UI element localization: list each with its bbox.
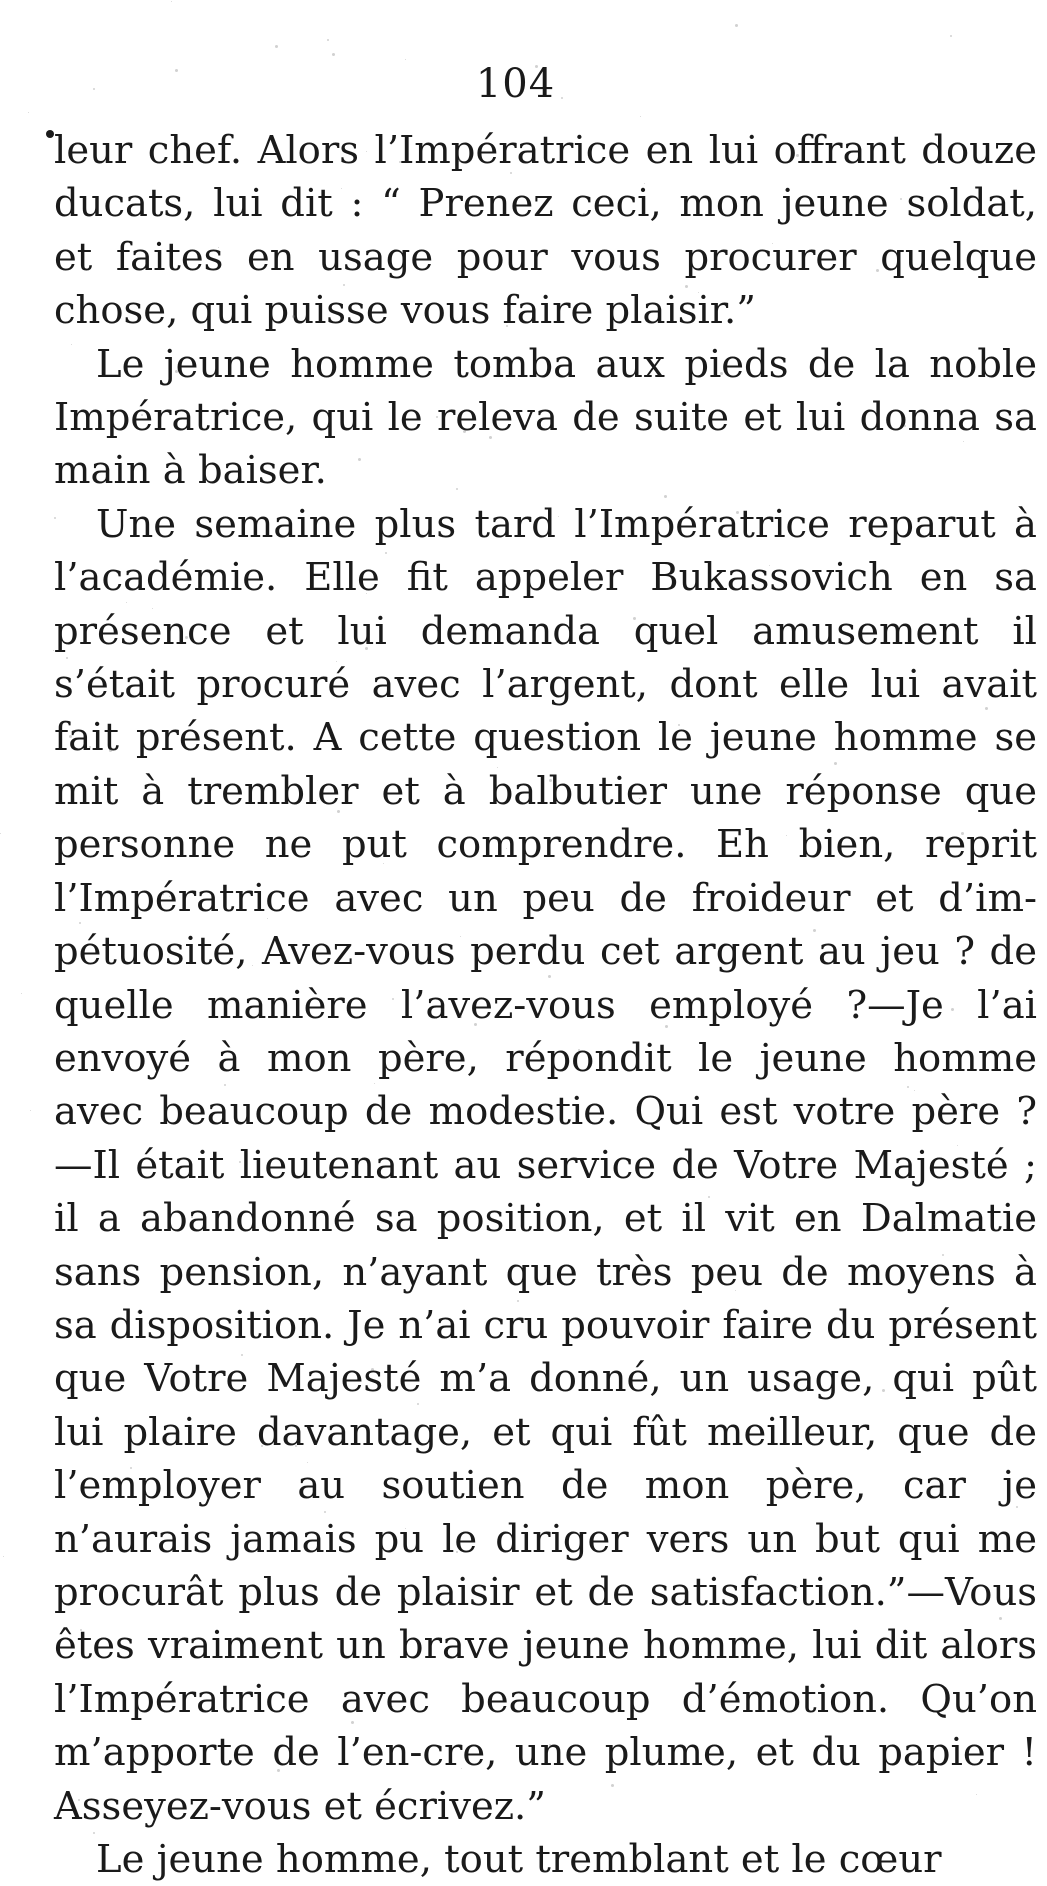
scan-speckle [942, 1254, 944, 1256]
scan-speckle [169, 896, 170, 897]
scan-speckle [934, 1224, 935, 1225]
scan-speckle [558, 516, 559, 517]
scan-speckle [71, 344, 72, 345]
scan-speckle [735, 24, 738, 27]
scan-speckle [162, 893, 164, 895]
scan-speckle [218, 247, 219, 248]
scan-speckle [834, 762, 837, 765]
scan-speckle [365, 647, 368, 650]
scan-speckle [392, 1706, 393, 1707]
scan-speckle [417, 1403, 419, 1405]
scan-speckle [665, 1025, 668, 1028]
scan-speckle [80, 1629, 82, 1631]
scan-speckle [644, 183, 645, 184]
scan-speckle [660, 1534, 663, 1537]
scan-speckle [458, 159, 461, 162]
scan-speckle [698, 292, 699, 293]
scan-speckle [79, 922, 81, 924]
scan-speckle [405, 59, 406, 60]
scan-speckle [224, 1084, 226, 1086]
scan-speckle [735, 1290, 736, 1291]
scan-speckle [664, 495, 667, 498]
scan-speckle [736, 511, 739, 514]
scan-speckle [28, 112, 29, 113]
scan-speckle [78, 1799, 80, 1801]
scan-speckle [69, 735, 72, 738]
scan-speckle [175, 69, 178, 72]
scan-speckle [307, 1462, 308, 1463]
scan-speckle [769, 565, 770, 566]
scan-speckle [882, 1389, 885, 1392]
scan-speckle [383, 863, 384, 864]
scan-speckle [191, 1216, 193, 1218]
scan-speckle [757, 1574, 758, 1575]
scan-speckle [374, 1083, 375, 1084]
scan-speckle [137, 1311, 139, 1313]
scan-speckle [772, 243, 773, 244]
scan-speckle [336, 661, 337, 662]
scan-speckle [292, 315, 295, 318]
scan-speckle [409, 1268, 410, 1269]
scan-speckle [399, 161, 401, 163]
scan-speckle [951, 1008, 954, 1011]
scan-speckle [341, 188, 342, 189]
scan-speckle [89, 746, 91, 748]
scan-speckle [332, 53, 335, 56]
scan-speckle [358, 458, 361, 461]
scan-speckle [0, 833, 1, 834]
scan-speckle [54, 517, 56, 519]
scan-speckle [317, 800, 318, 801]
scan-speckle [578, 1049, 580, 1051]
scan-speckle [985, 707, 988, 710]
scan-speckle [517, 1300, 519, 1302]
scan-speckle [239, 1161, 241, 1163]
scan-speckle [813, 929, 816, 932]
scan-speckle [489, 436, 492, 439]
scan-speckle [53, 650, 54, 651]
scan-speckle [720, 372, 723, 375]
scan-speckle [337, 810, 340, 813]
scan-speckle [141, 414, 143, 416]
scan-speckle [261, 1445, 263, 1447]
scan-speckle [343, 284, 345, 286]
scan-speckle [786, 835, 787, 836]
scan-speckle [497, 767, 498, 768]
scan-speckle [93, 88, 95, 90]
scan-speckle [548, 975, 551, 978]
scan-speckle [963, 1591, 966, 1594]
scan-speckle [510, 172, 512, 174]
scan-speckle [639, 798, 640, 799]
scan-speckle [456, 488, 458, 490]
scan-speckle [175, 370, 178, 373]
scan-speckle [817, 793, 818, 794]
scan-speckle [21, 993, 22, 994]
scan-speckle [327, 39, 329, 41]
scan-speckle [549, 779, 552, 782]
paragraph-2: Le jeune homme tomba aux pieds de la noble Impératrice, qui le releva de suite et lui donna sa main à baiser. [54, 341, 1037, 494]
scan-speckle [999, 1617, 1002, 1620]
scan-speckle [295, 1445, 297, 1447]
scan-speckle [463, 430, 466, 433]
scan-speckle [678, 724, 680, 726]
scan-speckle [3, 1556, 4, 1557]
scan-speckle [549, 1744, 551, 1746]
page-number: 104 [475, 61, 556, 107]
scan-speckle [708, 1196, 710, 1198]
scan-speckle [976, 1794, 977, 1795]
scan-speckle [436, 416, 438, 418]
scan-speckle [611, 1784, 614, 1787]
scan-speckle [535, 65, 538, 68]
scan-speckle [623, 731, 626, 734]
scan-speckle [107, 838, 110, 841]
scan-speckle [267, 918, 268, 919]
scan-speckle [561, 97, 563, 99]
scan-speckle [904, 425, 906, 427]
scan-speckle [275, 45, 278, 48]
scan-speckle [405, 1528, 406, 1529]
scan-speckle [456, 1551, 458, 1553]
scan-speckle [385, 552, 387, 554]
scan-speckle [130, 1467, 132, 1469]
scan-speckle [461, 1768, 462, 1769]
scan-speckle [929, 1051, 931, 1053]
scan-speckle [241, 1354, 243, 1356]
scan-speckle [252, 965, 253, 966]
scan-speckle [957, 1145, 958, 1146]
scan-speckle [366, 593, 367, 594]
scan-speckle [876, 269, 879, 272]
scan-speckle [474, 1023, 477, 1026]
scan-speckle [619, 265, 622, 268]
scan-speckle [640, 116, 641, 117]
paragraph-3: Une semaine plus tard l’Impératrice reparut à l’académie. Elle fit appeler Bukassovich en sa présence et lui demanda quel amusement il s’était procuré avec l’argent, dont elle lui avait fait présent. A cette question le jeune homme se mit à trembler et à balbutier une réponse que personne ne put comprendre. Eh bien, reprit l’Impératrice avec un peu de froideur et d’im-pétuosité, Avez-vous perdu cet argent au jeu ? de quelle manière l’avez-vous employé ?—Je l’ai envoyé à mon père, répondit le jeune homme avec beaucoup de modestie. Qui est votre père ?—Il était lieutenant au service de Votre Majesté ; il a abandonné sa position, et il vit en Dalmatie sans pension, n’ayant que très peu de moyens à sa disposition. Je n’ai cru pouvoir faire du présent que Votre Majesté m’a donné, un usage, qui pût lui plaire davantage, et qui fût meilleur, que de l’employer au soutien de mon père, car je n’aurais jamais pu le diriger vers un but qui me procurât plus de plaisir et de satisfaction.”—Vous êtes vraiment un brave jeune homme, lui dit alors l’Impératrice avec beaucoup d’émotion. Qu’on m’apporte de l’en-cre, une plume, et du papier ! Asseyez-vous et écrivez.” [54, 501, 1037, 1829]
scan-speckle [796, 154, 799, 157]
scan-speckle [171, 1, 172, 2]
scan-speckle [1005, 1639, 1007, 1641]
scan-speckle [126, 602, 127, 603]
scan-speckle [351, 1721, 354, 1724]
scan-speckle [537, 1647, 539, 1649]
ink-dot [46, 130, 54, 138]
scan-speckle [506, 848, 507, 849]
scan-speckle [366, 151, 367, 152]
paragraph-4: Le jeune homme, tout tremblant et le cœur [96, 1837, 942, 1882]
scan-speckle [583, 213, 585, 215]
scan-speckle [797, 1587, 798, 1588]
scan-speckle [900, 198, 902, 200]
scan-speckle [324, 1511, 326, 1513]
scan-speckle [418, 943, 419, 944]
scan-speckle [963, 441, 964, 442]
scan-speckle [961, 832, 964, 835]
scan-speckle [371, 1368, 374, 1371]
scan-speckle [392, 998, 394, 1000]
scan-speckle [93, 1832, 95, 1834]
scan-speckle [907, 1086, 909, 1088]
scan-speckle [914, 1090, 915, 1091]
scan-speckle [185, 636, 188, 639]
paragraph-1: leur chef. Alors l’Impératrice en lui offrant douze ducats, lui dit : “ Prenez ceci, mon jeune soldat, et faites en usage pour vous procurer quelque chose, qui puisse vous faire plaisir.” [54, 128, 1037, 334]
scan-speckle [685, 285, 688, 288]
scan-speckle [950, 35, 952, 37]
scan-speckle [277, 1769, 280, 1772]
scan-speckle [1016, 1506, 1018, 1508]
scan-speckle [633, 617, 636, 620]
scan-speckle [152, 608, 153, 609]
scan-speckle [506, 325, 508, 327]
scan-speckle [460, 1016, 462, 1018]
scan-speckle [436, 1018, 437, 1019]
scan-speckle [460, 936, 461, 937]
scan-speckle [30, 1110, 31, 1111]
scan-speckle [109, 749, 112, 752]
scan-speckle [66, 657, 68, 659]
scan-speckle [917, 1335, 919, 1337]
